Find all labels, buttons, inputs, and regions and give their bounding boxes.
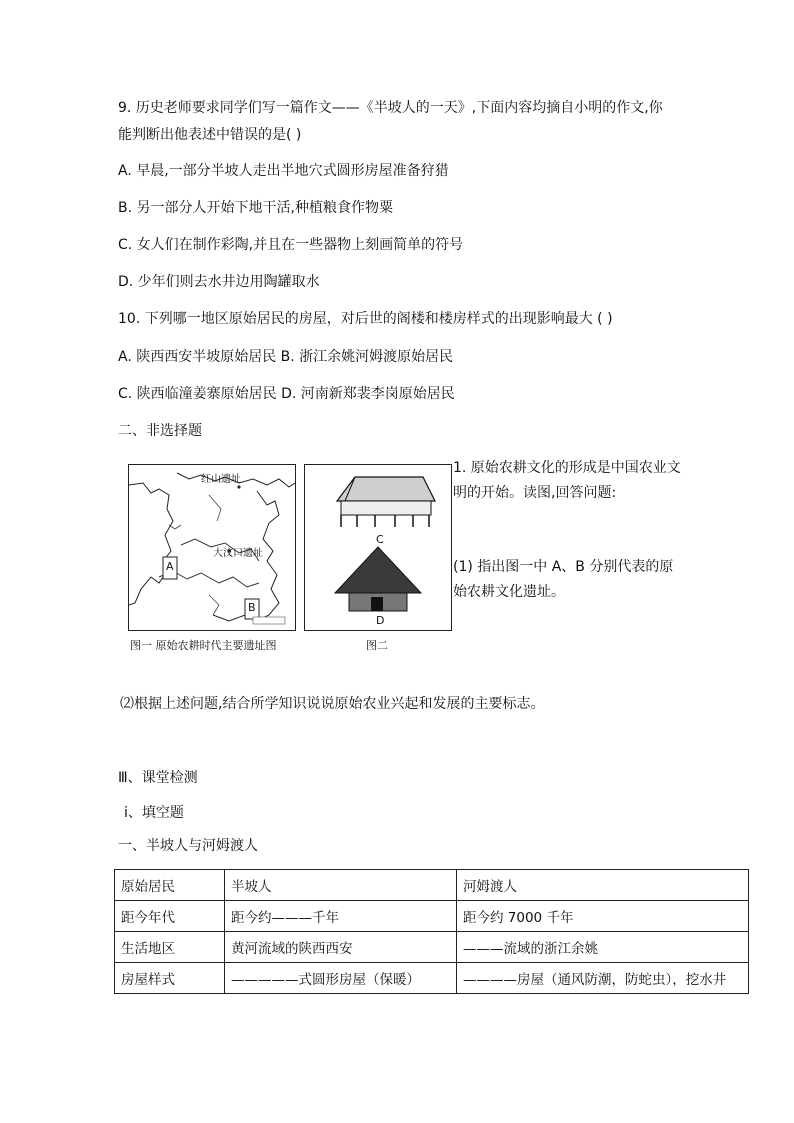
round-hut-icon [305,543,451,623]
table-row [115,901,749,932]
q-sub1: (1) 指出图一中 A、B 分别代表的原始农耕文化遗址。 [453,559,674,600]
fill-heading: ⅰ、填空题 [124,805,184,821]
table-row [115,932,749,963]
q10-options-line2: C. 陕西临潼姜寨原始居民 D. 河南新郑裴李岗原始居民 [118,386,455,402]
q10-options-line1: A. 陕西西安半坡原始居民 B. 浙江余姚河姆渡原始居民 [118,349,454,365]
table-cell: —————式圆形房屋（保暖） [225,963,457,994]
table-cell: ————房屋（通风防潮，防蛇虫），挖水井 [457,963,749,994]
section2-heading: 二、非选择题 [118,423,202,439]
table-row [115,870,749,901]
label-dawenkou: 大汶口遗址 [213,548,263,559]
table-cell: 黄河流域的陕西西安 [225,932,457,963]
q9-option-c: C. 女人们在制作彩陶,并且在一些器物上刻画简单的符号 [118,237,464,253]
figure2-caption: 图二 [366,639,388,652]
q-intro: 1. 原始农耕文化的形成是中国农业文明的开始。读图,回答问题: [453,460,681,501]
table-cell: 半坡人 [225,870,457,901]
table-cell: 距今约———千年 [225,901,457,932]
table-cell: 生活地区 [115,932,225,963]
figure2-houses [304,464,452,631]
stilt-house-icon [305,465,451,535]
label-hongshan: 红山遗址 [201,474,241,485]
figure1-map [128,464,296,631]
map-illustration [129,465,295,630]
table-cell: 距今年代 [115,901,225,932]
table-cell: 河姆渡人 [457,870,749,901]
table-row [115,963,749,994]
table-cell: 原始居民 [115,870,225,901]
q9-option-d: D. 少年们则去水井边用陶罐取水 [118,274,320,290]
q9-stem-line2: 能判断出他表述中错误的是( ) [118,127,302,143]
table-cell: ———流域的浙江余姚 [457,932,749,963]
table-cell: 距今约 7000 千年 [457,901,749,932]
comparison-table [114,869,749,994]
label-c: C [376,533,384,546]
q9-option-b: B. 另一部分人开始下地干活,种植粮食作物粟 [118,200,393,216]
label-b: B [248,601,256,614]
q9-stem-line1: 9. 历史老师要求同学们写一篇作文——《半坡人的一天》,下面内容均摘自小明的作文,你 [118,100,663,116]
q10-stem: 10. 下列哪一地区原始居民的房屋，对后世的阁楼和楼房样式的出现影响最大 ( ) [118,311,613,327]
label-d: D [376,614,385,627]
label-a: A [166,560,174,573]
section3-heading: Ⅲ、课堂检测 [118,770,198,786]
table-cell: 房屋样式 [115,963,225,994]
q-sub2: ⑵根据上述问题,结合所学知识说说原始农业兴起和发展的主要标志。 [120,696,545,712]
q9-option-a: A. 早晨,一部分半坡人走出半地穴式圆形房屋准备狩猎 [118,163,449,179]
figure1-caption: 图一 原始农耕时代主要遗址图 [130,639,277,652]
table-heading: 一、半坡人与河姆渡人 [118,838,258,854]
